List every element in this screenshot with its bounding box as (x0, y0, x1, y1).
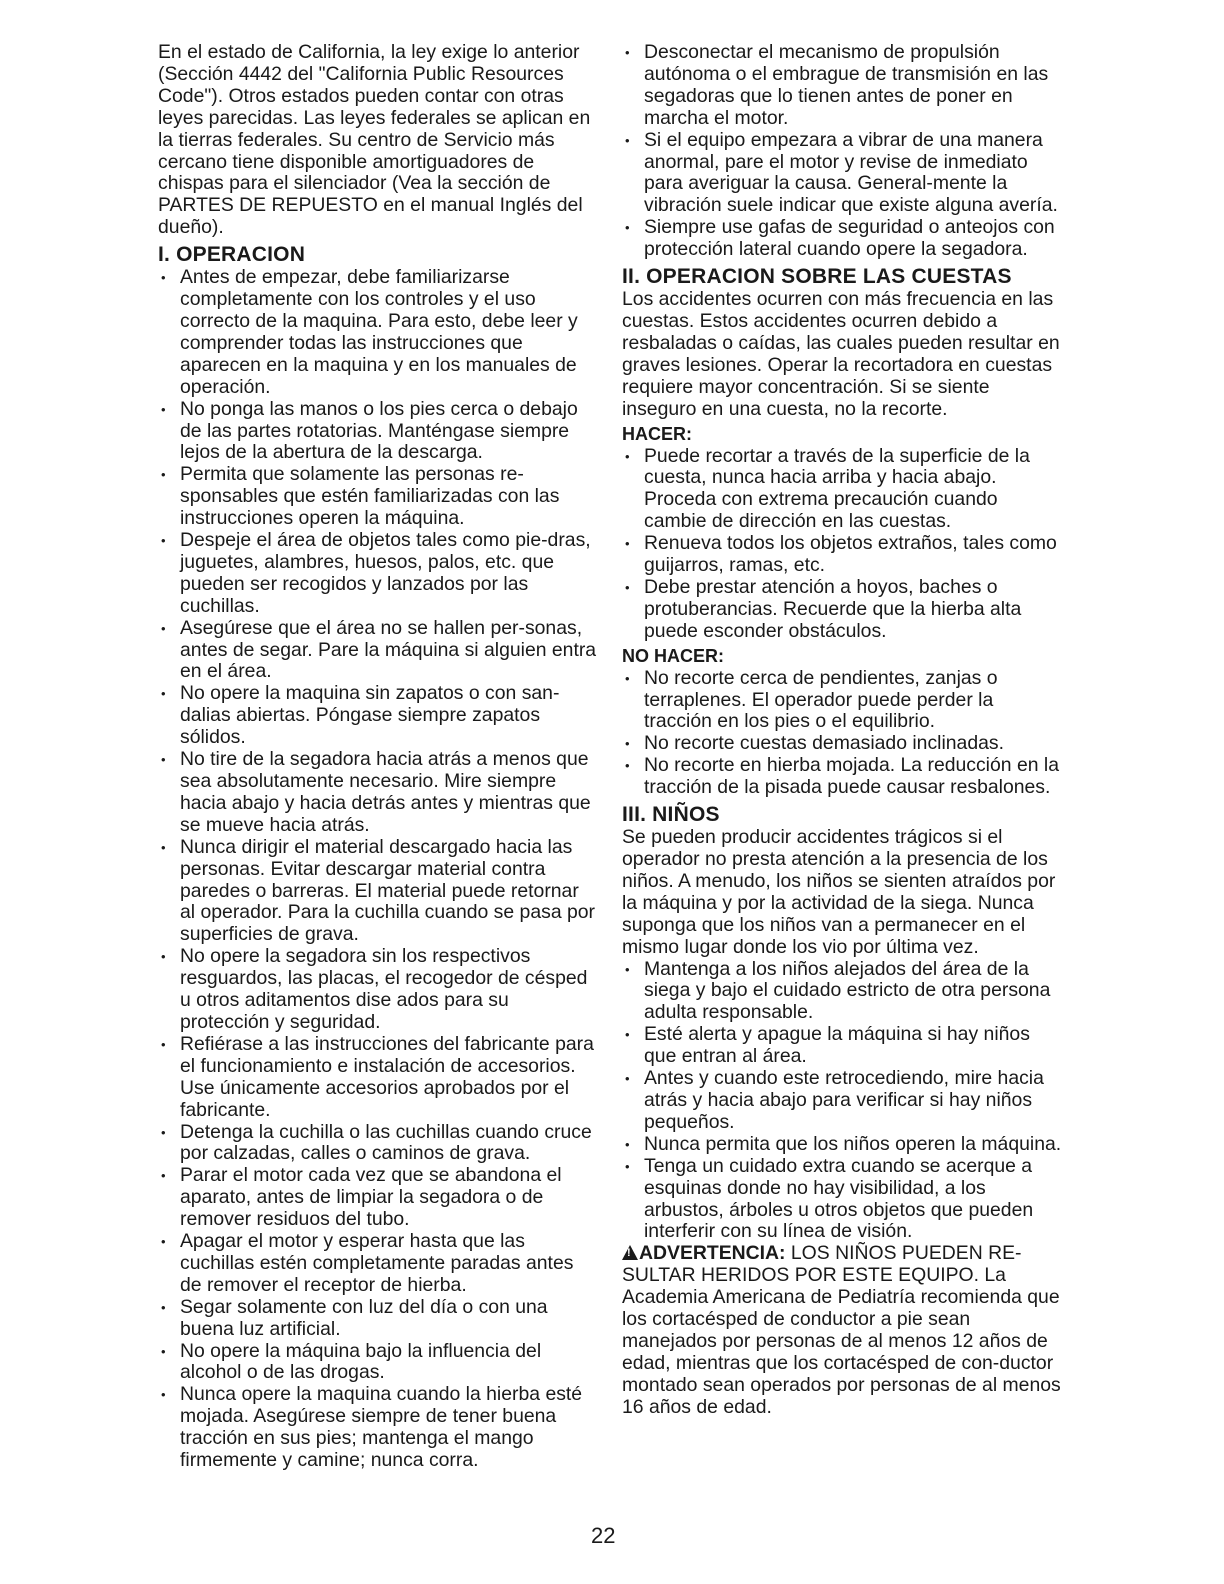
list-item: • No recorte cuestas demasiado inclinadas. (622, 733, 1064, 755)
list-item: • Nunca opere la maquina cuando la hierba esté mojada. Asegúrese siempre de tener buena tracción en sus pies; mantenga el mango firmemente y camine; nunca corra. (158, 1384, 598, 1472)
list-item: • No tire de la segadora hacia atrás a menos que sea absolutamente necesario. Mire siempre hacia abajo y hacia detrás antes y mientras que se mueve hacia atrás. (158, 749, 598, 837)
list-item: • No ponga las manos o los pies cerca o debajo de las partes rotatorias. Manténgase siempre lejos de la abertura de la descarga. (158, 399, 598, 465)
list-item: • Nunca dirigir el material descargado hacia las personas. Evitar descargar material contra paredes o barreras. El material puede retornar al operador. Para la cuchilla cuando se pasa por superficies de grava. (158, 837, 598, 947)
ninos-intro-paragraph: Se pueden producir accidentes trágicos si el operador no presta atención a la presencia de los niños. A menudo, los niños se sienten atraídos por la máquina y por la actividad de la siega. Nunca suponga que los niños van a permanecer en el mismo lugar donde los vio por última vez. (622, 826, 1056, 958)
list-item: • Antes de empezar, debe familiarizarse completamente con los controles y el uso correcto de la maquina. Para esto, debe leer y comprender todas las instrucciones que aparecen en la maquina y en los manuales de operación. (158, 267, 598, 398)
cuestas-intro-paragraph: Los accidentes ocurren con más frecuencia en las cuestas. Estos accidentes ocurren debido a resbaladas o caídas, las cuales pueden resultar en graves lesiones. Operar la recortadora en cuestas requiere mayor concentración. Si se siente inseguro en una cuesta, no la recorte. (622, 288, 1060, 420)
warning-paragraph (622, 1243, 1064, 1418)
list-item: • Mantenga a los niños alejados del área de la siega y bajo el cuidado estricto de otra persona adulta responsable. (622, 959, 1064, 1025)
list-item: • Desconectar el mecanismo de propulsión autónoma o el embrague de transmisión en las segadoras que lo tienen antes de poner en marcha el motor. (622, 42, 1064, 130)
page-number: 22 (591, 1523, 616, 1548)
list-item: • Siempre use gafas de seguridad o anteojos con protección lateral cuando opere la segadora. (622, 217, 1064, 261)
section-title-cuestas: II. OPERACION SOBRE LAS CUESTAS (622, 265, 1012, 289)
section-title-operacion: I. OPERACION (158, 243, 306, 267)
right-column (622, 42, 1064, 1419)
list-item: • No opere la segadora sin los respectivos resguardos, las placas, el recogedor de césped u otros aditamentos dise ados para su protección y seguridad. (158, 946, 598, 1034)
subsection-title-hacer: HACER: (622, 423, 692, 444)
hacer-list (622, 446, 1064, 643)
list-item: • Parar el motor cada vez que se abandona el aparato, antes de limpiar la segadora o de remover residuos del tubo. (158, 1165, 598, 1231)
list-item: • Detenga la cuchilla o las cuchillas cuando cruce por calzadas, calles o caminos de grava. (158, 1122, 598, 1166)
list-item: • Segar solamente con luz del día o con una buena luz artificial. (158, 1297, 598, 1341)
list-item: • Permita que solamente las personas re-sponsables que estén familiarizadas con las instrucciones operen la máquina. (158, 464, 598, 530)
list-item: • No recorte en hierba mojada. La reducción en la tracción de la pisada puede causar resbalones. (622, 755, 1064, 799)
list-item: • Renueva todos los objetos extraños, tales como guijarros, ramas, etc. (622, 533, 1064, 577)
ninos-list (622, 959, 1064, 1244)
operacion-continued-list (622, 42, 1064, 261)
list-item: • Tenga un cuidado extra cuando se acerque a esquinas donde no hay visibilidad, a los arbustos, árboles u otros objetos que pueden interferir con su línea de visión. (622, 1156, 1064, 1244)
list-item: • Debe prestar atención a hoyos, baches o protuberancias. Recuerde que la hierba alta puede esconder obstáculos. (622, 577, 1064, 643)
list-item: • No opere la máquina bajo la influencia del alcohol o de las drogas. (158, 1341, 598, 1385)
list-item: • Antes y cuando este retrocediendo, mire hacia atrás y hacia abajo para verificar si hay niños pequeños. (622, 1068, 1064, 1134)
list-item: • Asegúrese que el área no se hallen per-sonas, antes de segar. Pare la máquina si alguien entra en el área. (158, 618, 598, 684)
section-title-ninos: III. NIÑOS (622, 803, 720, 827)
subsection-title-no-hacer: NO HACER: (622, 645, 724, 666)
list-item: • Esté alerta y apague la máquina si hay niños que entran al área. (622, 1024, 1064, 1068)
california-law-paragraph: En el estado de California, la ley exige lo anterior (Sección 4442 del "California Public Resources Code"). Otros estados pueden contar con otras leyes parecidas. Las leyes federales se aplican en la tierras federales. Su centro de Servicio más cercano tiene disponible amortiguadores de chispas para el silenciador (Vea la sección de PARTES DE REPUESTO en el manual Inglés del dueño). (158, 41, 591, 239)
list-item: • Despeje el área de objetos tales como pie-dras, juguetes, alambres, huesos, palos, etc. que pueden ser recogidos y lanzados por las cuchillas. (158, 530, 598, 618)
list-item: • No recorte cerca de pendientes, zanjas o terraplenes. El operador puede perder la tracción en los pies o el equilibrio. (622, 668, 1064, 734)
list-item: • Puede recortar a través de la superficie de la cuesta, nunca hacia arriba y hacia abajo. Proceda con extrema precaución cuando cambie de dirección en las cuestas. (622, 446, 1064, 534)
left-column (158, 42, 598, 1472)
warning-triangle-icon (622, 1245, 638, 1260)
list-item: • No opere la maquina sin zapatos o con san-dalias abiertas. Póngase siempre zapatos sólidos. (158, 683, 598, 749)
list-item: • Refiérase a las instrucciones del fabricante para el funcionamiento e instalación de accesorios. Use únicamente accesorios aprobados por el fabricante. (158, 1034, 598, 1122)
list-item: • Nunca permita que los niños operen la máquina. (622, 1134, 1064, 1156)
warning-text: LOS NIÑOS PUEDEN RE-SULTAR HERIDOS POR ESTE EQUIPO. La Academia Americana de Pediatría recomienda que los cortacésped de conductor a pie sean manejados por personas de al menos 12 años de edad, mientras que los cortacésped de con-ductor montado sean operados por personas de al menos 16 años de edad. (622, 1242, 1061, 1418)
no-hacer-list (622, 668, 1064, 799)
warning-label: ADVERTENCIA: (639, 1242, 786, 1265)
list-item: • Apagar el motor y esperar hasta que las cuchillas estén completamente paradas antes de remover el receptor de hierba. (158, 1231, 598, 1297)
list-item: • Si el equipo empezara a vibrar de una manera anormal, pare el motor y revise de inmediato para averiguar la causa. General-mente la vibración suele indicar que existe alguna avería. (622, 130, 1064, 218)
operacion-list (158, 267, 598, 1472)
